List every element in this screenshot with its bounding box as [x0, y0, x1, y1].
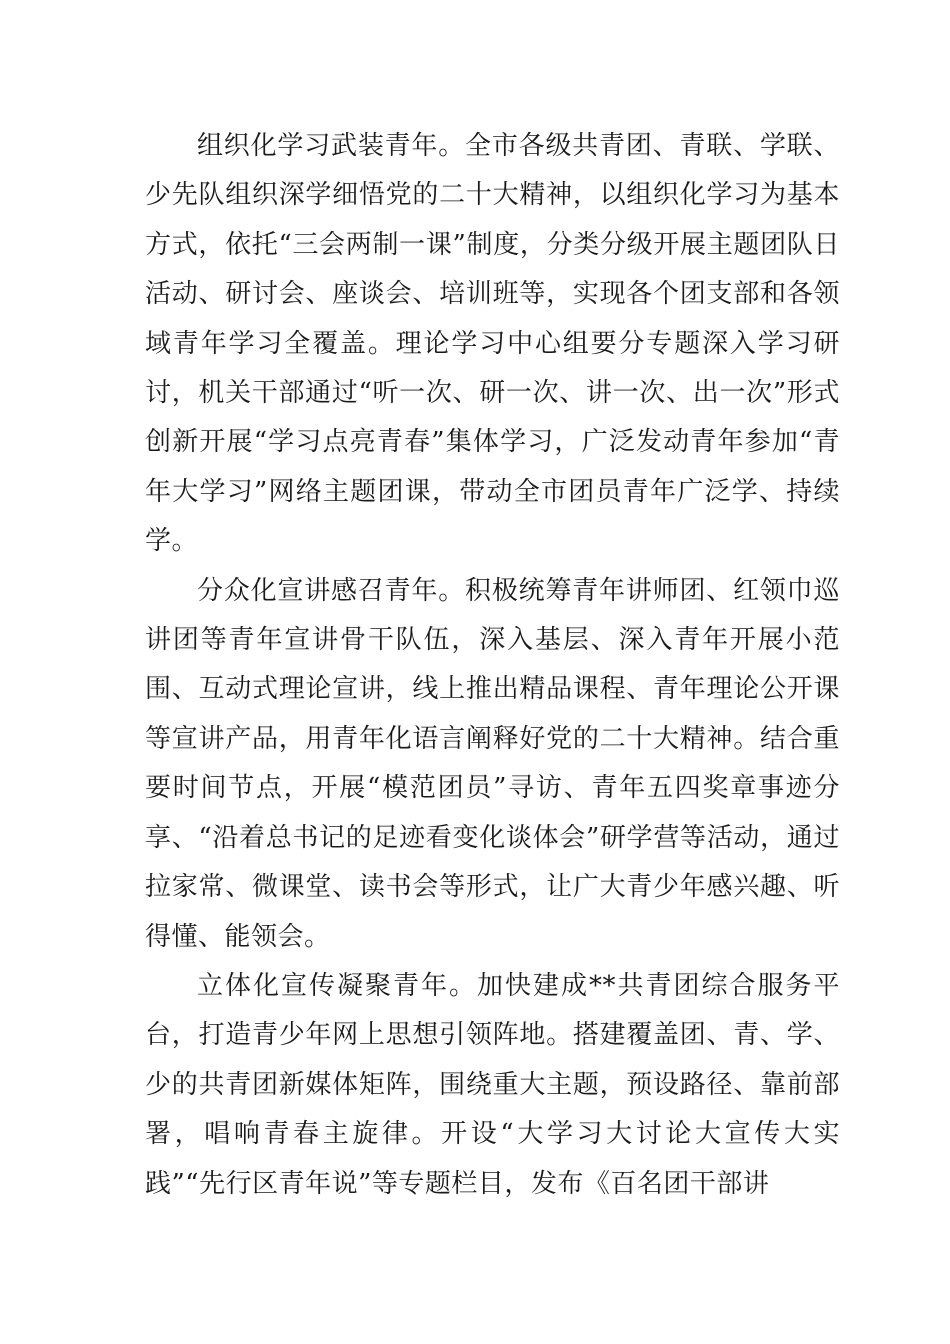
- paragraph-organized-study: 组织化学习武装青年。全市各级共青团、青联、学联、少先队组织深学细悟党的二十大精神，以组织化学习为基本方式，依托“三会两制一课”制度，分类分级开展主题团队日活动、研讨会、座谈会、培训班等，实现各个团支部和各领域青年学习全覆盖。理论学习中心组要分专题深入学习研讨，机关干部通过“听一次、研一次、讲一次、出一次”形式创新开展“学习点亮青春”集体学习，广泛发动青年参加“青年大学习”网络主题团课，带动全市团员青年广泛学、持续学。: [145, 131, 840, 557]
- document-body: [145, 122, 840, 1209]
- paragraph-publicity: 立体化宣传凝聚青年。加快建成**共青团综合服务平台，打造青少年网上思想引领阵地。搭建覆盖团、青、学、少的共青团新媒体矩阵，围绕重大主题，预设路径、靠前部署，唱响青春主旋律。开设“大学习大讨论大宣传大实践”“先行区青年说”等专题栏目，发布《百名团干部讲: [145, 970, 840, 1199]
- paragraph-group-lectures: 分众化宣讲感召青年。积极统筹青年讲师团、红领巾巡讲团等青年宣讲骨干队伍，深入基层、深入青年开展小范围、互动式理论宣讲，线上推出精品课程、青年理论公开课等宣讲产品，用青年化语言阐释好党的二十大精神。结合重要时间节点，开展“模范团员”寻访、青年五四奖章事迹分享、“沿着总书记的足迹看变化谈体会”研学营等活动，通过拉家常、微课堂、读书会等形式，让广大青少年感兴趣、听得懂、能领会。: [145, 575, 840, 952]
